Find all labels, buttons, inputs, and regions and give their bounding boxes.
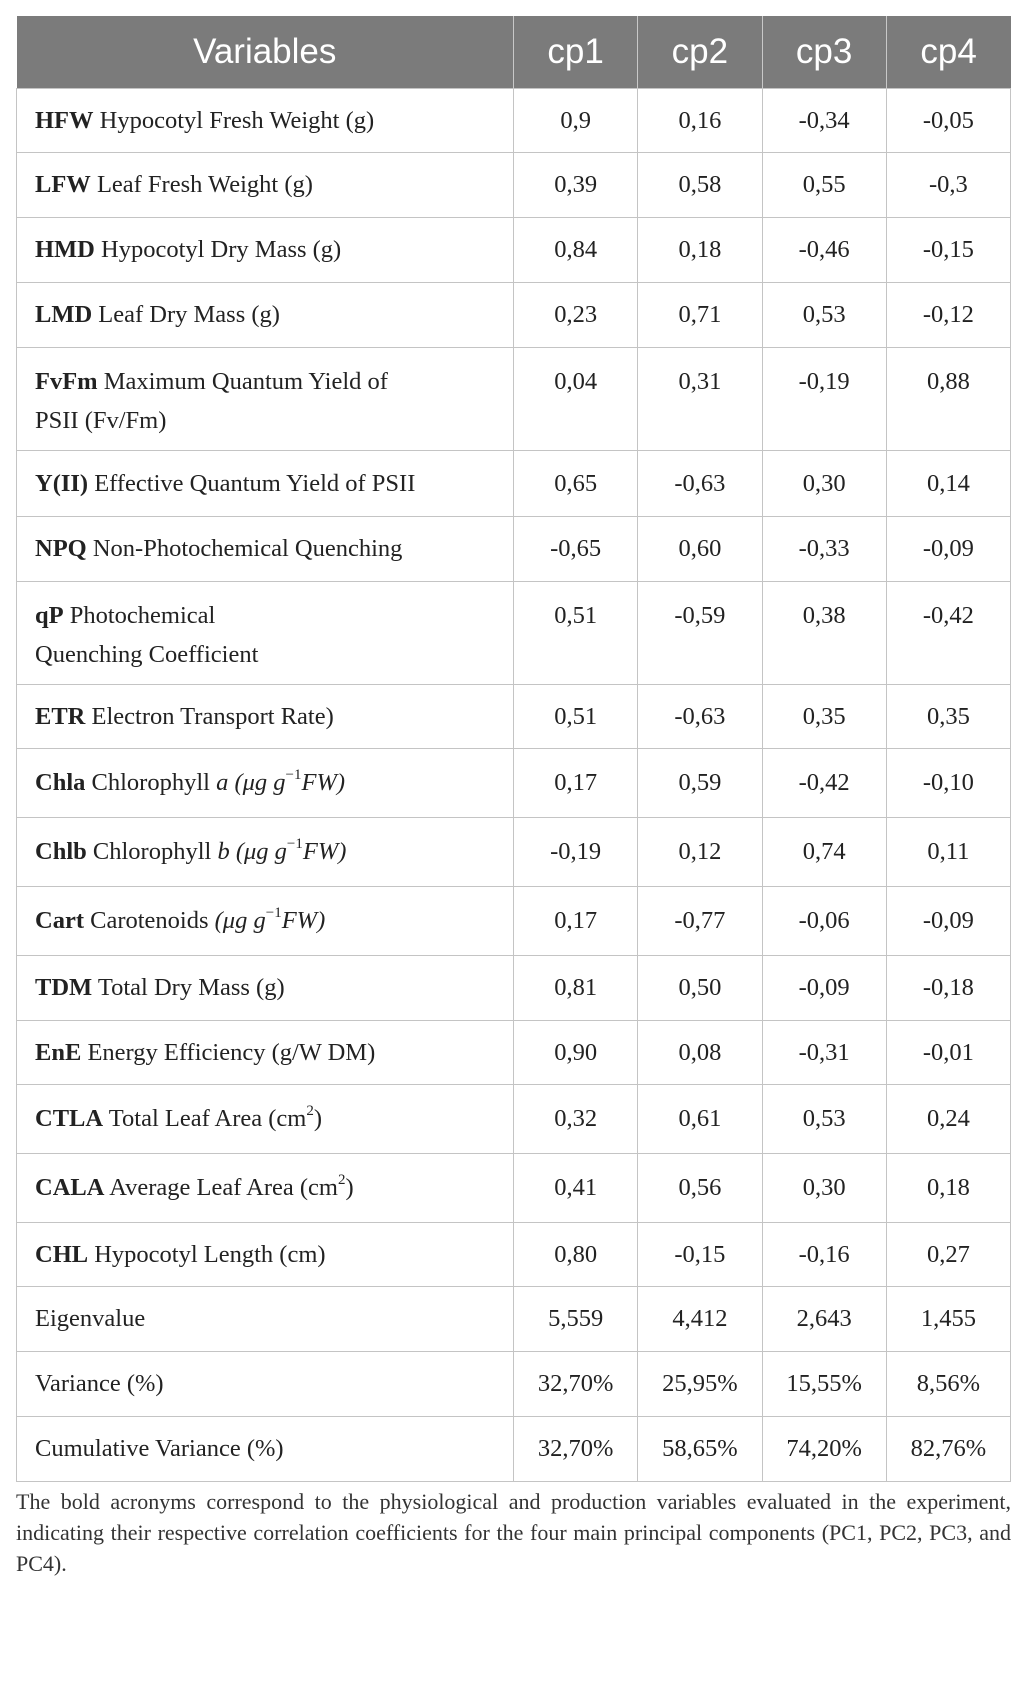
value-text: 0,58 <box>678 171 722 198</box>
variable-unit-tail: FW) <box>281 907 326 934</box>
table-row <box>17 1223 1011 1287</box>
variable-label-text: Cumulative Variance (%) <box>35 1435 284 1462</box>
variable-cell <box>17 685 514 749</box>
value-text: 0,35 <box>926 702 970 730</box>
variable-cell-content <box>35 348 513 450</box>
table-row <box>17 153 1011 218</box>
value-text: 0,35 <box>802 702 846 730</box>
value-cell-cp3 <box>762 1021 886 1085</box>
value-cell-cp3 <box>762 749 886 818</box>
variable-label-text: Chlorophyll <box>91 769 217 796</box>
variable-acronym: ETR <box>35 702 86 730</box>
value-cell-cp2 <box>638 1417 762 1482</box>
unit-exponent: 2 <box>337 1171 346 1188</box>
value-cell-cp1 <box>514 283 638 348</box>
variable-acronym: NPQ <box>35 535 87 562</box>
variable-acronym: Chla <box>35 769 86 796</box>
value-cell-cp4 <box>886 153 1010 218</box>
value-cell-cp2 <box>638 956 762 1021</box>
value-cell-cp2 <box>638 818 762 887</box>
variable-acronym: HFW <box>35 106 94 134</box>
value-cell-cp4 <box>886 685 1010 749</box>
value-cell-cp2 <box>638 1287 762 1352</box>
table-row <box>17 887 1011 956</box>
variable-label-text: Variance (%) <box>35 1370 164 1397</box>
variable-unit: (μg g <box>214 907 266 934</box>
value-text: 0,59 <box>678 769 722 796</box>
variable-acronym: TDM <box>35 974 93 1001</box>
value-text: 0,17 <box>554 769 598 796</box>
value-text: 0,08 <box>678 1038 722 1066</box>
variable-cell-content <box>35 818 513 871</box>
variable-cell-content <box>35 1352 513 1403</box>
value-text: 0,74 <box>802 838 846 865</box>
value-cell-cp4 <box>886 582 1010 685</box>
value-text: 0,11 <box>927 838 970 865</box>
unit-exponent: −1 <box>285 766 302 783</box>
value-cell-cp4 <box>886 956 1010 1021</box>
value-text: 32,70% <box>537 1370 614 1397</box>
value-cell-cp2 <box>638 89 762 153</box>
table-row <box>17 749 1011 818</box>
value-text: 0,61 <box>678 1105 722 1132</box>
variable-cell <box>17 153 514 218</box>
value-cell-cp1 <box>514 818 638 887</box>
table-row <box>17 89 1011 153</box>
value-cell-cp2 <box>638 1223 762 1287</box>
pca-table-figure <box>16 16 1011 1579</box>
value-text: 58,65% <box>662 1435 738 1462</box>
value-text: 0,27 <box>926 1240 970 1268</box>
value-text: 0,81 <box>554 974 598 1001</box>
value-text: -0,18 <box>922 974 974 1001</box>
value-text: -0,77 <box>674 907 726 934</box>
variable-cell <box>17 1223 514 1287</box>
variable-cell-content <box>35 685 513 736</box>
variable-label-text: Total Leaf Area (cm <box>108 1105 307 1132</box>
value-cell-cp1 <box>514 1021 638 1085</box>
value-cell-cp4 <box>886 1085 1010 1154</box>
value-text: 0,55 <box>802 171 846 198</box>
value-text: -0,16 <box>798 1240 850 1268</box>
value-cell-cp1 <box>514 1154 638 1223</box>
variable-label-text: Hypocotyl Dry Mass (g) <box>101 236 342 263</box>
value-text: -0,59 <box>674 602 726 629</box>
variable-cell-content <box>35 1085 513 1138</box>
value-cell-cp3 <box>762 451 886 517</box>
value-cell-cp1 <box>514 749 638 818</box>
value-cell-cp2 <box>638 1085 762 1154</box>
variable-cell <box>17 956 514 1021</box>
variable-label-text: Carotenoids <box>90 907 215 934</box>
variable-label-text: Electron Transport Rate) <box>91 702 334 730</box>
variable-cell-content <box>35 451 513 503</box>
value-text: 0,71 <box>678 301 722 328</box>
value-text: -0,3 <box>928 171 968 198</box>
variable-label-text: Effective Quantum Yield of PSII <box>94 469 416 497</box>
value-cell-cp2 <box>638 887 762 956</box>
variable-label-text: Quenching Coefficient <box>35 641 259 668</box>
value-cell-cp3 <box>762 1223 886 1287</box>
value-cell-cp4 <box>886 887 1010 956</box>
value-cell-cp3 <box>762 1085 886 1154</box>
value-cell-cp2 <box>638 1021 762 1085</box>
variable-acronym: EnE <box>35 1038 82 1066</box>
header-cp2: cp2 <box>638 16 762 89</box>
variable-unit: (μg g <box>235 838 287 865</box>
value-cell-cp2 <box>638 1154 762 1223</box>
value-text: 0,9 <box>560 106 591 134</box>
variable-acronym: LFW <box>35 171 91 198</box>
variable-cell <box>17 283 514 348</box>
value-cell-cp2 <box>638 218 762 283</box>
value-text: -0,42 <box>922 602 974 629</box>
value-text: 4,412 <box>672 1305 728 1332</box>
table-row <box>17 1417 1011 1482</box>
variable-acronym: CALA <box>35 1174 105 1201</box>
value-cell-cp2 <box>638 685 762 749</box>
value-text: -0,19 <box>798 368 850 395</box>
variable-cell-content <box>35 1287 513 1338</box>
table-row <box>17 517 1011 582</box>
value-cell-cp1 <box>514 1085 638 1154</box>
value-text: 0,65 <box>554 469 598 497</box>
variable-label-text: Chlorophyll <box>92 838 218 865</box>
value-cell-cp3 <box>762 517 886 582</box>
variable-acronym: Y(II) <box>35 469 89 497</box>
value-text: 0,31 <box>678 368 722 395</box>
table-row <box>17 451 1011 517</box>
value-cell-cp1 <box>514 348 638 451</box>
variable-label-text: Non-Photochemical Quenching <box>92 535 403 562</box>
value-text: 0,84 <box>554 236 598 263</box>
variable-cell <box>17 89 514 153</box>
value-cell-cp3 <box>762 348 886 451</box>
value-text: -0,06 <box>798 907 850 934</box>
value-cell-cp1 <box>514 685 638 749</box>
value-text: -0,63 <box>674 469 726 497</box>
table-row <box>17 1021 1011 1085</box>
table-row <box>17 283 1011 348</box>
value-cell-cp4 <box>886 749 1010 818</box>
variable-cell-content <box>35 582 513 684</box>
variable-acronym: LMD <box>35 301 93 328</box>
value-cell-cp3 <box>762 153 886 218</box>
value-text: -0,12 <box>922 301 974 328</box>
variable-label-text: Leaf Dry Mass (g) <box>98 301 280 328</box>
value-text: 0,41 <box>554 1174 598 1201</box>
variable-acronym: HMD <box>35 236 95 263</box>
value-cell-cp3 <box>762 956 886 1021</box>
variable-unit-tail: FW) <box>302 838 347 865</box>
variable-acronym: CTLA <box>35 1105 104 1132</box>
value-cell-cp4 <box>886 1223 1010 1287</box>
value-cell-cp4 <box>886 1417 1010 1482</box>
value-text: -0,33 <box>798 535 850 562</box>
value-text: 0,18 <box>926 1174 970 1201</box>
table-row <box>17 685 1011 749</box>
value-text: 82,76% <box>910 1435 987 1462</box>
value-text: -0,65 <box>550 535 602 562</box>
value-text: -0,15 <box>674 1240 726 1268</box>
value-text: 0,17 <box>554 907 598 934</box>
variable-cell <box>17 1417 514 1482</box>
variable-cell <box>17 749 514 818</box>
variable-cell <box>17 218 514 283</box>
value-text: 0,51 <box>554 702 598 730</box>
value-text: -0,34 <box>798 106 850 134</box>
value-cell-cp1 <box>514 153 638 218</box>
value-text: -0,01 <box>922 1038 974 1066</box>
variable-label-text: PSII (Fv/Fm) <box>35 407 167 434</box>
value-cell-cp4 <box>886 89 1010 153</box>
variable-cell <box>17 1287 514 1352</box>
variable-acronym: qP <box>35 602 64 629</box>
header-cp3: cp3 <box>762 16 886 89</box>
value-cell-cp2 <box>638 749 762 818</box>
value-cell-cp4 <box>886 818 1010 887</box>
value-text: -0,31 <box>798 1038 850 1066</box>
value-cell-cp2 <box>638 451 762 517</box>
value-text: 8,56% <box>916 1370 981 1397</box>
variable-label-close: ) <box>345 1174 354 1201</box>
variable-cell <box>17 1085 514 1154</box>
value-cell-cp1 <box>514 451 638 517</box>
variable-label-italic: b <box>217 838 230 865</box>
variable-cell <box>17 582 514 685</box>
value-text: 0,32 <box>554 1105 598 1132</box>
value-cell-cp2 <box>638 517 762 582</box>
value-cell-cp2 <box>638 1352 762 1417</box>
header-cp1: cp1 <box>514 16 638 89</box>
value-cell-cp4 <box>886 1154 1010 1223</box>
value-text: -0,10 <box>922 769 974 796</box>
value-text: -0,42 <box>798 769 850 796</box>
variable-label-text: Leaf Fresh Weight (g) <box>96 171 313 198</box>
table-row <box>17 1085 1011 1154</box>
variable-acronym: Cart <box>35 907 84 934</box>
variable-cell <box>17 517 514 582</box>
value-text: 0,60 <box>678 535 722 562</box>
table-row <box>17 348 1011 451</box>
value-cell-cp3 <box>762 283 886 348</box>
table-body <box>17 89 1011 1482</box>
variable-cell-content <box>35 283 513 334</box>
value-text: 0,56 <box>678 1174 722 1201</box>
value-cell-cp3 <box>762 89 886 153</box>
variable-acronym: CHL <box>35 1240 89 1268</box>
variable-cell-content <box>35 887 513 940</box>
header-variables: Variables <box>17 16 514 89</box>
variable-cell-content <box>35 749 513 802</box>
variable-cell-content <box>35 1021 513 1072</box>
variable-label-text: Energy Efficiency (g/W DM) <box>87 1038 376 1066</box>
value-cell-cp2 <box>638 348 762 451</box>
table-row <box>17 1352 1011 1417</box>
unit-exponent: −1 <box>286 835 303 852</box>
value-text: 2,643 <box>796 1305 852 1332</box>
variable-cell-content <box>35 1154 513 1207</box>
variable-label-close: ) <box>313 1105 323 1132</box>
value-text: 0,51 <box>554 602 598 629</box>
variable-unit-tail: FW) <box>301 769 346 796</box>
value-text: 0,53 <box>802 301 846 328</box>
value-text: 0,80 <box>554 1240 598 1268</box>
value-cell-cp3 <box>762 1352 886 1417</box>
value-cell-cp3 <box>762 1154 886 1223</box>
value-text: 0,04 <box>554 368 598 395</box>
value-text: -0,09 <box>922 535 974 562</box>
value-text: 0,16 <box>678 106 722 134</box>
variable-cell-content <box>35 153 513 204</box>
variable-cell <box>17 818 514 887</box>
value-text: 0,88 <box>926 368 970 395</box>
value-cell-cp2 <box>638 153 762 218</box>
value-cell-cp1 <box>514 1352 638 1417</box>
value-cell-cp1 <box>514 89 638 153</box>
value-text: -0,05 <box>922 106 974 134</box>
value-text: 25,95% <box>662 1370 738 1397</box>
value-cell-cp1 <box>514 517 638 582</box>
value-text: -0,09 <box>922 907 974 934</box>
variable-cell-content <box>35 89 513 140</box>
value-text: 0,24 <box>926 1105 970 1132</box>
variable-acronym: FvFm <box>35 368 98 395</box>
variable-cell <box>17 348 514 451</box>
value-cell-cp4 <box>886 451 1010 517</box>
value-cell-cp3 <box>762 1287 886 1352</box>
table-footnote: The bold acronyms correspond to the physiological and production variables evaluated in the experiment, indicating their respective correlation coefficients for the four main principal components (PC1, PC2, PC3, and PC4). <box>16 1489 1011 1576</box>
value-text: 0,53 <box>802 1105 846 1132</box>
value-text: -0,15 <box>922 236 974 263</box>
value-text: 0,50 <box>678 974 722 1001</box>
variable-label-text: Eigenvalue <box>35 1305 146 1332</box>
variable-label-text: Photochemical <box>69 602 216 629</box>
variable-acronym: Chlb <box>35 838 87 865</box>
table-row <box>17 1154 1011 1223</box>
table-row <box>17 818 1011 887</box>
variable-label-italic: a <box>216 769 229 796</box>
value-cell-cp4 <box>886 1021 1010 1085</box>
value-cell-cp1 <box>514 582 638 685</box>
value-text: 0,30 <box>802 469 846 497</box>
value-cell-cp3 <box>762 582 886 685</box>
variable-cell <box>17 1352 514 1417</box>
value-cell-cp4 <box>886 517 1010 582</box>
value-text: 0,30 <box>802 1174 846 1201</box>
variable-cell <box>17 1021 514 1085</box>
variable-cell <box>17 451 514 517</box>
value-cell-cp1 <box>514 1223 638 1287</box>
value-cell-cp2 <box>638 283 762 348</box>
pca-loadings-table <box>16 16 1011 1482</box>
value-text: 0,39 <box>554 171 598 198</box>
value-cell-cp3 <box>762 887 886 956</box>
value-text: -0,19 <box>550 838 602 865</box>
value-cell-cp2 <box>638 582 762 685</box>
variable-cell-content <box>35 517 513 568</box>
value-cell-cp1 <box>514 887 638 956</box>
variable-unit: (μg g <box>234 769 286 796</box>
header-row <box>17 16 1011 89</box>
variable-label-text: Average Leaf Area (cm <box>109 1174 338 1201</box>
value-text: 0,90 <box>554 1038 598 1066</box>
value-cell-cp1 <box>514 1417 638 1482</box>
value-cell-cp4 <box>886 283 1010 348</box>
value-text: 74,20% <box>786 1435 862 1462</box>
value-text: -0,09 <box>798 974 850 1001</box>
value-cell-cp4 <box>886 1287 1010 1352</box>
variable-cell-content <box>35 218 513 269</box>
value-cell-cp3 <box>762 818 886 887</box>
variable-cell-content <box>35 1223 513 1274</box>
table-row <box>17 582 1011 685</box>
variable-cell <box>17 1154 514 1223</box>
value-cell-cp1 <box>514 218 638 283</box>
value-cell-cp3 <box>762 685 886 749</box>
unit-exponent: −1 <box>265 904 282 921</box>
value-text: -0,46 <box>798 236 850 263</box>
table-row <box>17 956 1011 1021</box>
header-cp4: cp4 <box>886 16 1010 89</box>
value-text: 0,38 <box>802 602 846 629</box>
value-cell-cp1 <box>514 956 638 1021</box>
value-text: 0,14 <box>926 469 970 497</box>
value-cell-cp1 <box>514 1287 638 1352</box>
value-text: 0,23 <box>554 301 598 328</box>
unit-exponent: 2 <box>306 1102 314 1119</box>
variable-cell-content <box>35 1417 513 1468</box>
value-text: -0,63 <box>674 702 726 730</box>
value-text: 15,55% <box>786 1370 862 1397</box>
variable-label-text: Maximum Quantum Yield of <box>103 368 388 395</box>
value-text: 32,70% <box>537 1435 614 1462</box>
value-cell-cp3 <box>762 218 886 283</box>
variable-cell-content <box>35 956 513 1007</box>
table-row <box>17 218 1011 283</box>
table-row <box>17 1287 1011 1352</box>
value-text: 1,455 <box>920 1305 976 1332</box>
variable-cell <box>17 887 514 956</box>
variable-label-text: Total Dry Mass (g) <box>97 974 285 1001</box>
value-text: 0,18 <box>678 236 722 263</box>
variable-label-text: Hypocotyl Fresh Weight (g) <box>99 106 375 134</box>
value-cell-cp4 <box>886 1352 1010 1417</box>
value-cell-cp4 <box>886 218 1010 283</box>
value-text: 0,12 <box>678 838 722 865</box>
variable-label-text: Hypocotyl Length (cm) <box>94 1240 326 1268</box>
value-cell-cp4 <box>886 348 1010 451</box>
value-cell-cp3 <box>762 1417 886 1482</box>
value-text: 5,559 <box>548 1305 604 1332</box>
